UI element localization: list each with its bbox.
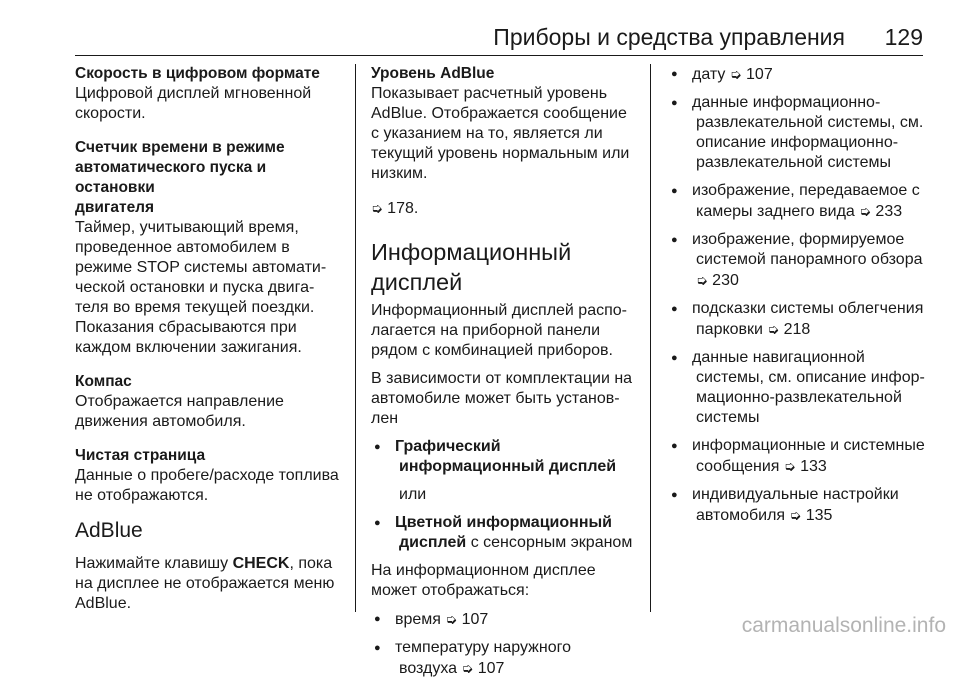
column-right	[668, 64, 930, 526]
text-line: Показывает расчетный уровень	[371, 85, 608, 102]
list-item-continuation: системы, см. описание инфор-	[696, 369, 925, 386]
reference-arrow-icon[interactable]: ➭	[767, 321, 780, 337]
reference-arrow-icon[interactable]: ➭	[461, 660, 474, 676]
section-title: Счетчик времени в режиме	[75, 139, 285, 156]
list-item-continuation: информационный дисплей	[399, 458, 617, 475]
reference-arrow-icon[interactable]: ➭	[729, 66, 742, 82]
text-line: Данные о пробеге/расходе топлива	[75, 467, 339, 484]
text-line: теля во время текущей поездки.	[75, 299, 315, 316]
text-line: текущий уровень нормальным или	[371, 145, 630, 162]
text-line: не отображаются.	[75, 487, 209, 504]
section-title: Компас	[75, 373, 132, 390]
section-title: двигателя	[75, 199, 155, 216]
text-line: может отображаться:	[371, 582, 530, 599]
section-heading-info-display: дисплей	[371, 269, 463, 295]
text-line: AdBlue. Отображается сообщение	[371, 105, 627, 122]
text-line: AdBlue.	[75, 595, 132, 612]
page-reference[interactable]: ➭ 178.	[371, 200, 419, 217]
text-line: Информационный дисплей распо-	[371, 302, 627, 319]
list-item-continuation: ➭ 230	[696, 272, 739, 289]
header-rule	[75, 55, 923, 56]
section-heading-adblue: AdBlue	[75, 519, 143, 542]
column-middle	[371, 64, 633, 679]
text-line: Таймер, учитывающий время,	[75, 219, 299, 236]
list-item: ● температуру наружного	[371, 638, 633, 658]
text-line: В зависимости от комплектации на	[371, 370, 633, 387]
list-item: ● данные навигационной	[668, 348, 930, 368]
text-line: автомобиле может быть установ-	[371, 390, 620, 407]
page-number: 129	[884, 24, 923, 50]
list-item-continuation: парковки ➭ 218	[696, 321, 811, 338]
list-item-continuation: развлекательной системы, см.	[696, 114, 924, 131]
section-title: автоматического пуска и остановки	[75, 159, 267, 196]
text-line: лагается на приборной панели	[371, 322, 601, 339]
page-title: Приборы и средства управления	[493, 24, 845, 50]
text-line: проведенное автомобилем в	[75, 239, 290, 256]
list-item: ● данные информационно-	[668, 93, 930, 113]
list-item-continuation: системой панорамного обзора	[696, 251, 923, 268]
reference-arrow-icon[interactable]: ➭	[859, 203, 871, 219]
column-divider	[650, 64, 651, 612]
list-item: ● информационные и системные	[668, 436, 930, 456]
column-divider	[355, 64, 356, 612]
list-item: ● дату ➭ 107	[668, 64, 930, 85]
text-or: или	[399, 486, 427, 503]
page-header	[75, 20, 923, 56]
list-item-continuation: воздуха ➭ 107	[399, 660, 505, 677]
section-title: Уровень AdBlue	[371, 65, 495, 82]
list-item-continuation: развлекательной системы	[696, 154, 892, 171]
list-item-continuation: камеры заднего вида ➭ 233	[696, 203, 903, 220]
list-item-continuation: дисплей с сенсорным экраном	[399, 534, 633, 551]
reference-arrow-icon[interactable]: ➭	[789, 507, 802, 523]
text-line: лен	[371, 410, 399, 427]
section-title: Скорость в цифровом формате	[75, 65, 320, 82]
list-item: ● изображение, формируемое	[668, 230, 930, 250]
text-line: рядом с комбинацией приборов.	[371, 342, 613, 359]
list-item: ● Графический	[371, 437, 633, 457]
reference-arrow-icon[interactable]: ➭	[783, 458, 796, 474]
text-line: низким.	[371, 165, 428, 182]
section-title: Чистая страница	[75, 447, 206, 464]
text-line: на дисплее не отображается меню	[75, 575, 335, 592]
list-item-continuation: сообщения ➭ 133	[696, 458, 827, 475]
text-line: Отображается направление	[75, 393, 284, 410]
text-line: с указанием на то, является ли	[371, 125, 603, 142]
list-item-continuation: автомобиля ➭ 135	[696, 507, 833, 524]
list-item: ● изображение, передаваемое с	[668, 181, 930, 201]
watermark: carmanualsonline.info	[741, 614, 946, 637]
text-line: Показания сбрасываются при	[75, 319, 297, 336]
reference-arrow-icon[interactable]: ➭	[445, 611, 458, 627]
text-line: скорости.	[75, 105, 146, 122]
list-item: ● время ➭ 107	[371, 609, 633, 630]
check-key-label: CHECK	[232, 555, 290, 572]
column-left	[75, 64, 347, 614]
text-line: каждом включении зажигания.	[75, 339, 302, 356]
list-item: ● индивидуальные настройки	[668, 485, 930, 505]
text-line: ческой остановки и пуска двига-	[75, 279, 315, 296]
reference-arrow-icon[interactable]: ➭	[696, 272, 708, 288]
list-item-continuation: системы	[696, 409, 760, 426]
text-line: Нажимайте клавишу CHECK, пока	[75, 555, 333, 572]
text-line: движения автомобиля.	[75, 413, 246, 430]
text-line: На информационном дисплее	[371, 562, 596, 579]
list-item: ● Цветной информационный	[371, 513, 633, 533]
section-heading-info-display: Информационный	[371, 239, 572, 265]
list-item-continuation: описание информационно-	[696, 134, 899, 151]
text-line: Цифровой дисплей мгновенной	[75, 85, 312, 102]
reference-arrow-icon: ➭	[371, 200, 383, 216]
list-item: ● подсказки системы облегчения	[668, 299, 930, 319]
list-item-continuation: мационно-развлекательной	[696, 389, 902, 406]
text-line: режиме STOP системы автомати-	[75, 259, 327, 276]
